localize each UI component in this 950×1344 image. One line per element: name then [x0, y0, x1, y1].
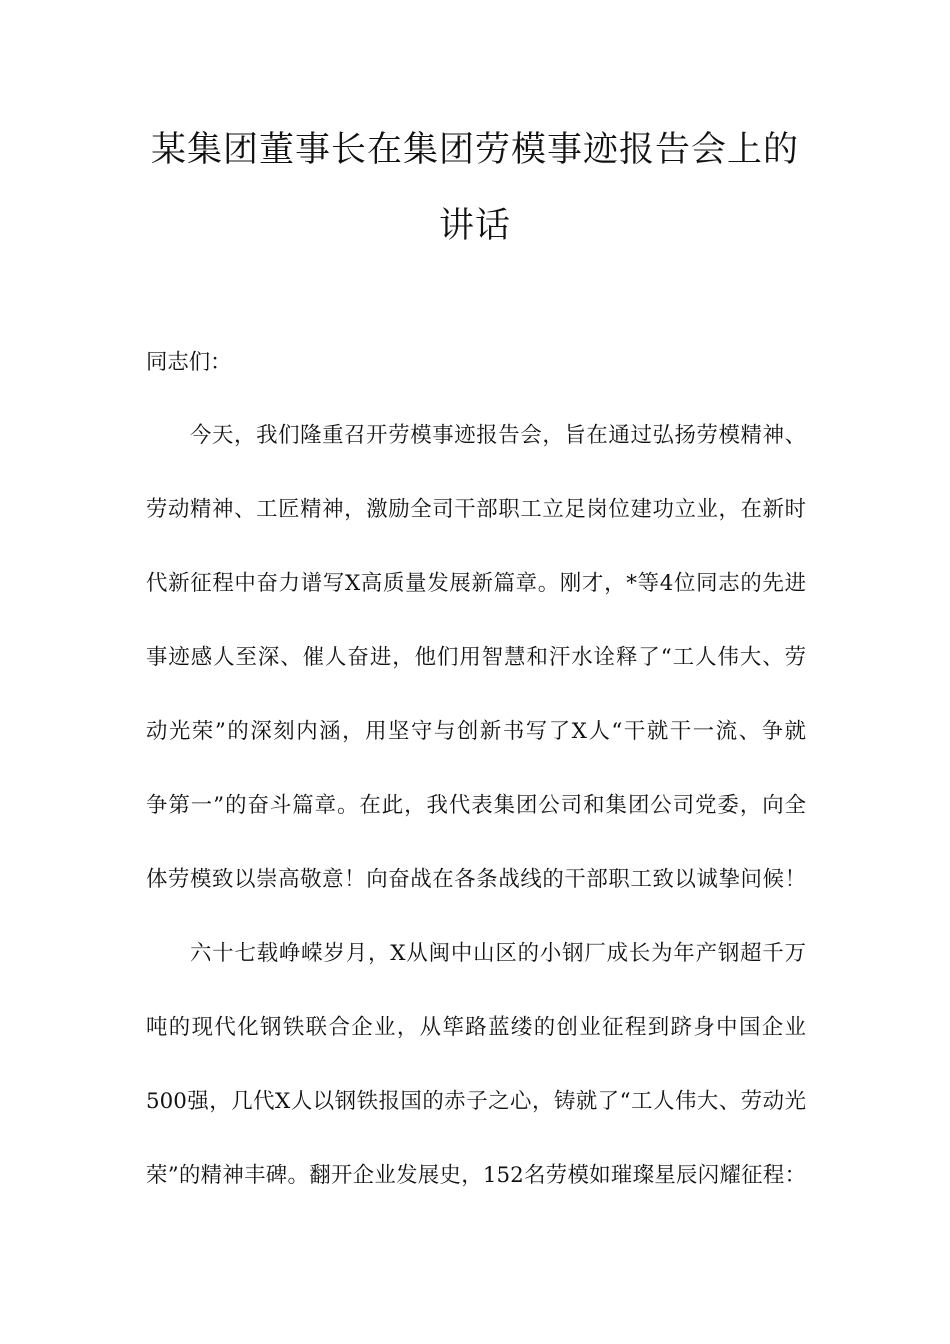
- paragraph-2-line-2: 吨的现代化钢铁联合企业，从筚路蓝缕的创业征程到跻身中国企业: [146, 1015, 806, 1040]
- paragraph-1-line-1: 今天，我们隆重召开劳模事迹报告会，旨在通过弘扬劳模精神、: [190, 423, 806, 448]
- paragraph-2-line-4: 荣”的精神丰碑。翻开企业发展史，152名劳模如璀璨星辰闪耀征程：: [146, 1163, 806, 1188]
- paragraph-2-line-3: 500强，几代X人以钢铁报国的赤子之心，铸就了“工人伟大、劳动光: [146, 1089, 806, 1114]
- salutation: 同志们：: [146, 350, 232, 375]
- paragraph-1-line-6: 争第一”的奋斗篇章。在此，我代表集团公司和集团公司党委，向全: [146, 793, 806, 818]
- document-title-line-1: 某集团董事长在集团劳模事迹报告会上的: [150, 130, 799, 170]
- paragraph-1-line-2: 劳动精神、工匠精神，激励全司干部职工立足岗位建功立业，在新时: [146, 497, 806, 522]
- paragraph-1-line-3: 代新征程中奋力谱写X高质量发展新篇章。刚才，*等4位同志的先进: [146, 571, 806, 596]
- document-title-line-2: 讲话: [438, 206, 511, 246]
- paragraph-2-line-1: 六十七载峥嵘岁月，X从闽中山区的小钢厂成长为年产钢超千万: [190, 941, 806, 966]
- paragraph-1-line-5: 动光荣”的深刻内涵，用坚守与创新书写了X人“干就干一流、争就: [146, 719, 806, 744]
- paragraph-1-line-4: 事迹感人至深、催人奋进，他们用智慧和汗水诠释了“工人伟大、劳: [146, 645, 806, 670]
- paragraph-1-line-7: 体劳模致以崇高敬意！向奋战在各条战线的干部职工致以诚挚问候！: [146, 867, 806, 892]
